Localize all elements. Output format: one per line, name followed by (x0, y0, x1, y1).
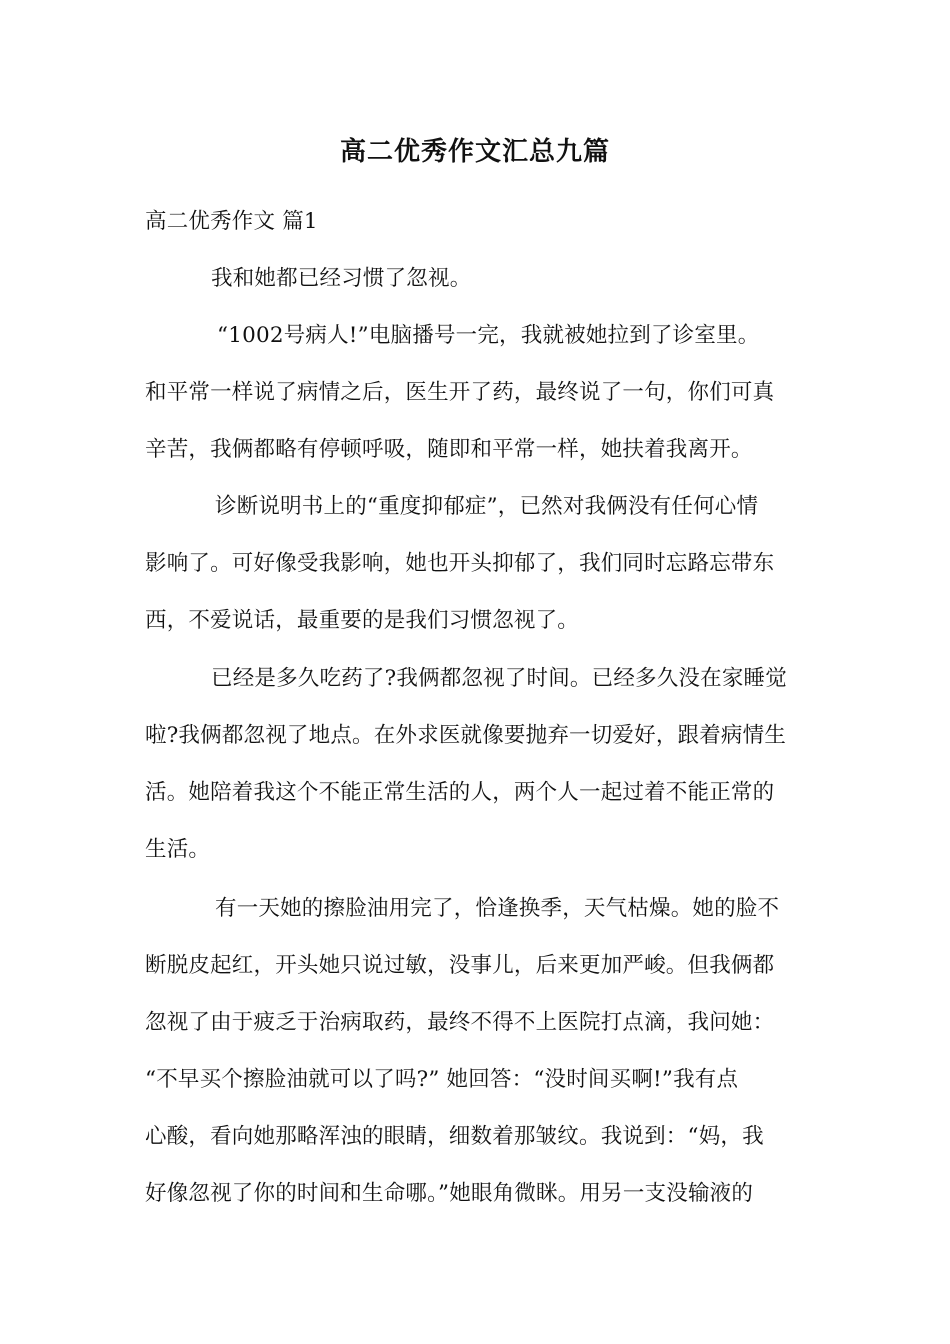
paragraph-line: 诊断说明书上的“重度抑郁症”，已然对我俩没有任何心情 (215, 494, 759, 519)
paragraph-line: 西，不爱说话，最重要的是我们习惯忽视了。 (145, 608, 580, 633)
paragraph-line: “不早买个擦脸油就可以了吗?” 她回答：“没时间买啊!”我有点 (145, 1067, 739, 1092)
paragraph-line: 断脱皮起红，开头她只说过敏，没事儿，后来更加严峻。但我俩都 (145, 953, 775, 978)
section-heading: 高二优秀作文 篇1 (145, 209, 318, 234)
paragraph-line: 心酸，看向她那略浑浊的眼睛，细数着那皱纹。我说到：“妈，我 (145, 1124, 764, 1149)
document-title: 高二优秀作文汇总九篇 (339, 137, 610, 167)
paragraph-line: 已经是多久吃药了?我俩都忽视了时间。已经多久没在家睡觉 (211, 666, 787, 691)
paragraph-line: 忽视了由于疲乏于治病取药，最终不得不上医院打点滴，我问她： (145, 1010, 775, 1035)
paragraph-line: “1002号病人!”电脑播号一完，我就被她拉到了诊室里。 (217, 323, 760, 348)
paragraph-line: 辛苦，我俩都略有停顿呼吸，随即和平常一样，她扶着我离开。 (145, 437, 753, 462)
paragraph-line: 影响了。可好像受我影响，她也开头抑郁了，我们同时忘路忘带东 (145, 551, 775, 576)
paragraph-line: 啦?我俩都忽视了地点。在外求医就像要抛弃一切爱好，跟着病情生 (145, 723, 787, 748)
paragraph-line: 我和她都已经习惯了忽视。 (211, 266, 472, 291)
paragraph-line: 有一天她的擦脸油用完了，恰逢换季，天气枯燥。她的脸不 (215, 896, 780, 921)
paragraph-line: 生活。 (145, 837, 211, 862)
paragraph-line: 活。她陪着我这个不能正常生活的人，两个人一起过着不能正常的 (145, 780, 775, 805)
paragraph-line: 好像忽视了你的时间和生命哪。”她眼角微眯。用另一支没输液的 (145, 1181, 754, 1206)
paragraph-line: 和平常一样说了病情之后，医生开了药，最终说了一句，你们可真 (145, 380, 775, 405)
